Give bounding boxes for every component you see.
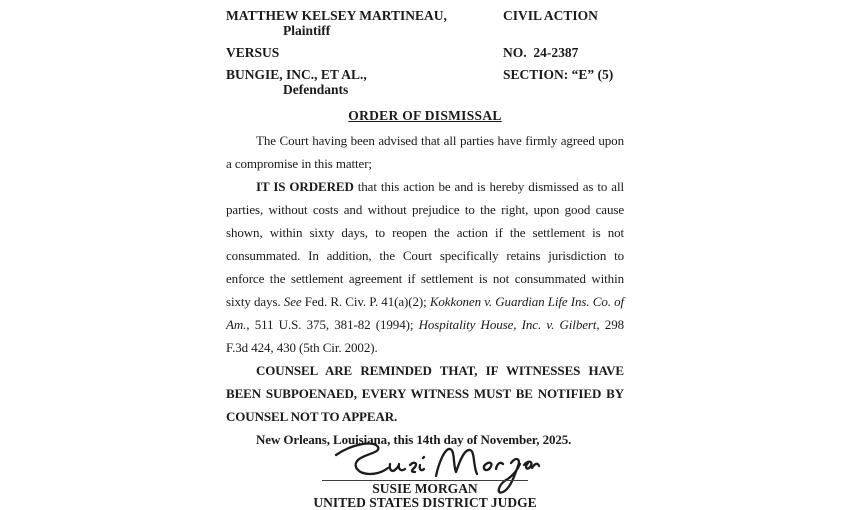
plaintiff-block bbox=[226, 8, 503, 38]
see-signal: See bbox=[283, 294, 302, 309]
citation-hospitality-tail: , 298 F.3d 424, 430 (5th Cir. 2002). bbox=[226, 317, 624, 355]
order-title: ORDER OF DISMISSAL bbox=[348, 108, 502, 123]
defendant-name: BUNGIE, INC., ET AL., bbox=[226, 67, 367, 82]
case-caption bbox=[226, 8, 624, 97]
paragraph-counsel-notice: COUNSEL ARE REMINDED THAT, IF WITNESSES HAVE BEEN SUBPOENAED, EVERY WITNESS MUST BE NOTIFIED BY COUNSEL NOT TO APPEAR. bbox=[226, 363, 624, 424]
court-order-document bbox=[226, 0, 624, 510]
defendant-role: Defendants bbox=[283, 82, 349, 97]
caption-row-plaintiff bbox=[226, 8, 624, 38]
versus-label: VERSUS bbox=[226, 45, 280, 60]
case-name-hospitality: Hospitality House, Inc. v. Gilbert bbox=[418, 317, 597, 332]
paragraph-ordered bbox=[226, 175, 624, 359]
case-name-kokkonen: Kokkonen v. Guardian Life Ins. Co. of Am. bbox=[226, 294, 624, 332]
date-line: New Orleans, Louisiana, this 14th day of November, 2025. bbox=[256, 432, 572, 447]
citation-rule: Fed. R. Civ. P. 41(a)(2); bbox=[301, 294, 430, 309]
ordered-text: that this action be and is hereby dismissed as to all parties, without costs and without prejudice to the right, upon good cause shown, within sixty days, to reopen the action if the settlement is not consummated. In addition, the Court specifically retains jurisdiction to enforce the settlement agreement if settlement is not consummated within sixty days. bbox=[226, 179, 624, 309]
paragraph-compromise: The Court having been advised that all parties have firmly agreed upon a compromise in this matter; bbox=[226, 133, 624, 171]
signature-block bbox=[226, 452, 624, 510]
citation-kokkonen-tail: , 511 U.S. 375, 381-82 (1994); bbox=[246, 317, 419, 332]
judge-printed-name: SUSIE MORGAN bbox=[372, 481, 478, 496]
plaintiff-role: Plaintiff bbox=[283, 23, 331, 38]
caption-row-defendant bbox=[226, 67, 624, 97]
judge-title: UNITED STATES DISTRICT JUDGE bbox=[313, 495, 537, 510]
order-body bbox=[226, 129, 624, 451]
civil-action-label: CIVIL ACTION bbox=[503, 8, 598, 23]
ordered-lead: IT IS ORDERED bbox=[256, 179, 354, 194]
plaintiff-name: MATTHEW KELSEY MARTINEAU, bbox=[226, 8, 447, 23]
section-label: SECTION: “E” (5) bbox=[503, 67, 614, 82]
signature-line-area bbox=[322, 452, 528, 481]
caption-row-versus bbox=[226, 45, 624, 60]
case-number: NO. 24-2387 bbox=[503, 45, 579, 60]
signature-rule bbox=[322, 480, 528, 481]
defendant-block bbox=[226, 67, 503, 97]
